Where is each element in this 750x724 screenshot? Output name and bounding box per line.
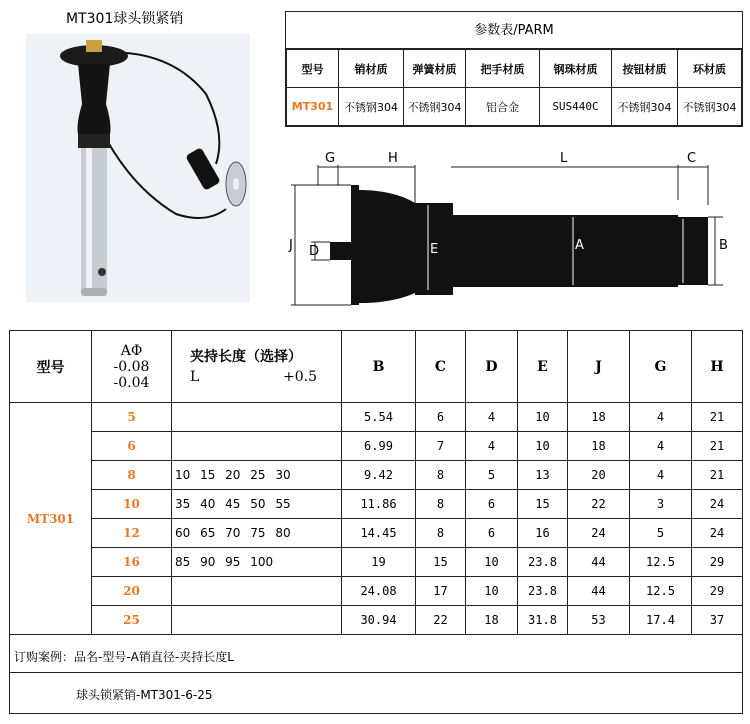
spec-header-g: G — [630, 331, 692, 403]
order-example-format: 订购案例：品名-型号-A销直径-夹持长度L — [14, 650, 234, 664]
spec-g-value: 4 — [630, 403, 692, 432]
spec-e-value: 15 — [518, 490, 568, 519]
spec-b-value: 24.08 — [342, 577, 416, 606]
spec-b-value: 5.54 — [342, 403, 416, 432]
spec-header-length — [172, 331, 342, 403]
table-row — [10, 577, 743, 606]
parameter-table-heading: 参数表/PARM — [286, 12, 742, 49]
spec-length-options — [172, 606, 342, 635]
spec-length-options: 85 90 95 100 — [172, 548, 342, 577]
product-photo — [26, 34, 250, 302]
parm-value-pin-material: 不锈钢304 — [339, 88, 404, 126]
spec-d-value: 18 — [466, 606, 518, 635]
spec-table — [9, 330, 743, 635]
table-row — [10, 461, 743, 490]
spec-j-value: 44 — [568, 548, 630, 577]
dim-label-l: L — [560, 151, 568, 166]
dim-label-b: B — [719, 238, 728, 253]
spec-c-value: 8 — [416, 519, 466, 548]
spec-c-value: 22 — [416, 606, 466, 635]
spec-b-value: 30.94 — [342, 606, 416, 635]
spec-header-length-title: 夹持长度（选择） — [190, 348, 302, 365]
spec-a-value: 12 — [92, 519, 172, 548]
spec-model-cell: MT301 — [10, 403, 92, 635]
order-example — [9, 634, 743, 714]
table-row — [10, 490, 743, 519]
spec-length-options — [172, 403, 342, 432]
spec-a-value: 25 — [92, 606, 172, 635]
spec-e-value: 13 — [518, 461, 568, 490]
table-row — [10, 548, 743, 577]
spec-header-c: C — [416, 331, 466, 403]
dim-label-a: A — [575, 238, 584, 253]
spec-h-value: 21 — [692, 432, 743, 461]
parm-header-model: 型号 — [287, 50, 339, 88]
spec-h-value: 29 — [692, 548, 743, 577]
spec-g-value: 12.5 — [630, 548, 692, 577]
spec-c-value: 17 — [416, 577, 466, 606]
order-example-sample: 球头锁紧销-MT301-6-25 — [76, 688, 213, 702]
spec-a-value: 10 — [92, 490, 172, 519]
spec-a-value: 6 — [92, 432, 172, 461]
dim-label-g: G — [325, 151, 336, 166]
spec-header-a — [92, 331, 172, 403]
spec-e-value: 10 — [518, 432, 568, 461]
spec-b-value: 19 — [342, 548, 416, 577]
spec-j-value: 53 — [568, 606, 630, 635]
parm-value-ring-material: 不锈钢304 — [678, 88, 742, 126]
dim-label-h: H — [388, 151, 398, 166]
spec-h-value: 37 — [692, 606, 743, 635]
spec-e-value: 23.8 — [518, 548, 568, 577]
spec-header-length-tolerance: +0.5 — [283, 368, 317, 385]
spec-d-value: 6 — [466, 490, 518, 519]
spec-e-value: 31.8 — [518, 606, 568, 635]
spec-g-value: 4 — [630, 432, 692, 461]
spec-length-options — [172, 432, 342, 461]
spec-j-value: 22 — [568, 490, 630, 519]
parm-header-button-material: 按钮材质 — [612, 50, 678, 88]
parameter-header-row — [287, 50, 742, 88]
spec-length-options: 10 15 20 25 30 — [172, 461, 342, 490]
spec-h-value: 21 — [692, 403, 743, 432]
spec-e-value: 16 — [518, 519, 568, 548]
spec-a-value: 20 — [92, 577, 172, 606]
spec-j-value: 24 — [568, 519, 630, 548]
spec-header-length-sub — [190, 367, 341, 387]
spec-header-a-tol-high: -0.04 — [113, 374, 150, 391]
spec-header-model: 型号 — [10, 331, 92, 403]
spec-c-value: 7 — [416, 432, 466, 461]
page-title: MT301球头锁紧销 — [66, 11, 184, 27]
table-row — [10, 403, 743, 432]
spec-b-value: 6.99 — [342, 432, 416, 461]
spec-g-value: 12.5 — [630, 577, 692, 606]
spec-header-row — [10, 331, 743, 403]
parameter-table — [285, 11, 743, 127]
spec-header-h: H — [692, 331, 743, 403]
spec-j-value: 18 — [568, 432, 630, 461]
spec-c-value: 8 — [416, 461, 466, 490]
parm-header-spring-material: 弹簧材质 — [404, 50, 466, 88]
spec-j-value: 20 — [568, 461, 630, 490]
spec-d-value: 10 — [466, 548, 518, 577]
spec-header-d: D — [466, 331, 518, 403]
dimension-drawing — [283, 145, 745, 315]
spec-c-value: 6 — [416, 403, 466, 432]
parm-value-spring-material: 不锈钢304 — [404, 88, 466, 126]
spec-c-value: 15 — [416, 548, 466, 577]
spec-h-value: 24 — [692, 519, 743, 548]
parm-value-model: MT301 — [287, 88, 339, 126]
spec-c-value: 8 — [416, 490, 466, 519]
spec-b-value: 9.42 — [342, 461, 416, 490]
parm-header-ball-material: 钢珠材质 — [540, 50, 612, 88]
spec-header-a-tol-low: -0.08 — [113, 358, 150, 375]
spec-header-a-symbol: AΦ — [120, 342, 143, 359]
spec-b-value: 11.86 — [342, 490, 416, 519]
spec-d-value: 6 — [466, 519, 518, 548]
dim-label-d: D — [309, 244, 320, 259]
spec-d-value: 5 — [466, 461, 518, 490]
dim-label-j: J — [289, 238, 293, 253]
spec-length-options: 60 65 70 75 80 — [172, 519, 342, 548]
parm-header-ring-material: 环材质 — [678, 50, 742, 88]
spec-header-e: E — [518, 331, 568, 403]
dim-label-e: E — [430, 242, 439, 257]
spec-a-value: 5 — [92, 403, 172, 432]
spec-h-value: 24 — [692, 490, 743, 519]
spec-g-value: 4 — [630, 461, 692, 490]
parameter-value-row — [287, 88, 742, 126]
spec-header-j: J — [568, 331, 630, 403]
spec-g-value: 3 — [630, 490, 692, 519]
spec-e-value: 23.8 — [518, 577, 568, 606]
parm-value-button-material: 不锈钢304 — [612, 88, 678, 126]
spec-length-options — [172, 577, 342, 606]
table-row — [10, 432, 743, 461]
spec-h-value: 21 — [692, 461, 743, 490]
parm-header-pin-material: 销材质 — [339, 50, 404, 88]
spec-a-value: 16 — [92, 548, 172, 577]
parm-header-handle-material: 把手材质 — [466, 50, 540, 88]
spec-length-options: 35 40 45 50 55 — [172, 490, 342, 519]
spec-a-value: 8 — [92, 461, 172, 490]
spec-d-value: 10 — [466, 577, 518, 606]
spec-j-value: 44 — [568, 577, 630, 606]
spec-header-b: B — [342, 331, 416, 403]
spec-g-value: 5 — [630, 519, 692, 548]
parm-value-ball-material: SUS440C — [540, 88, 612, 126]
dim-label-c: C — [687, 151, 697, 166]
spec-g-value: 17.4 — [630, 606, 692, 635]
spec-j-value: 18 — [568, 403, 630, 432]
parm-value-handle-material: 铝合金 — [466, 88, 540, 126]
spec-h-value: 29 — [692, 577, 743, 606]
spec-b-value: 14.45 — [342, 519, 416, 548]
spec-e-value: 10 — [518, 403, 568, 432]
table-row — [10, 606, 743, 635]
spec-d-value: 4 — [466, 403, 518, 432]
table-row — [10, 519, 743, 548]
spec-header-length-symbol: L — [190, 368, 200, 385]
spec-d-value: 4 — [466, 432, 518, 461]
